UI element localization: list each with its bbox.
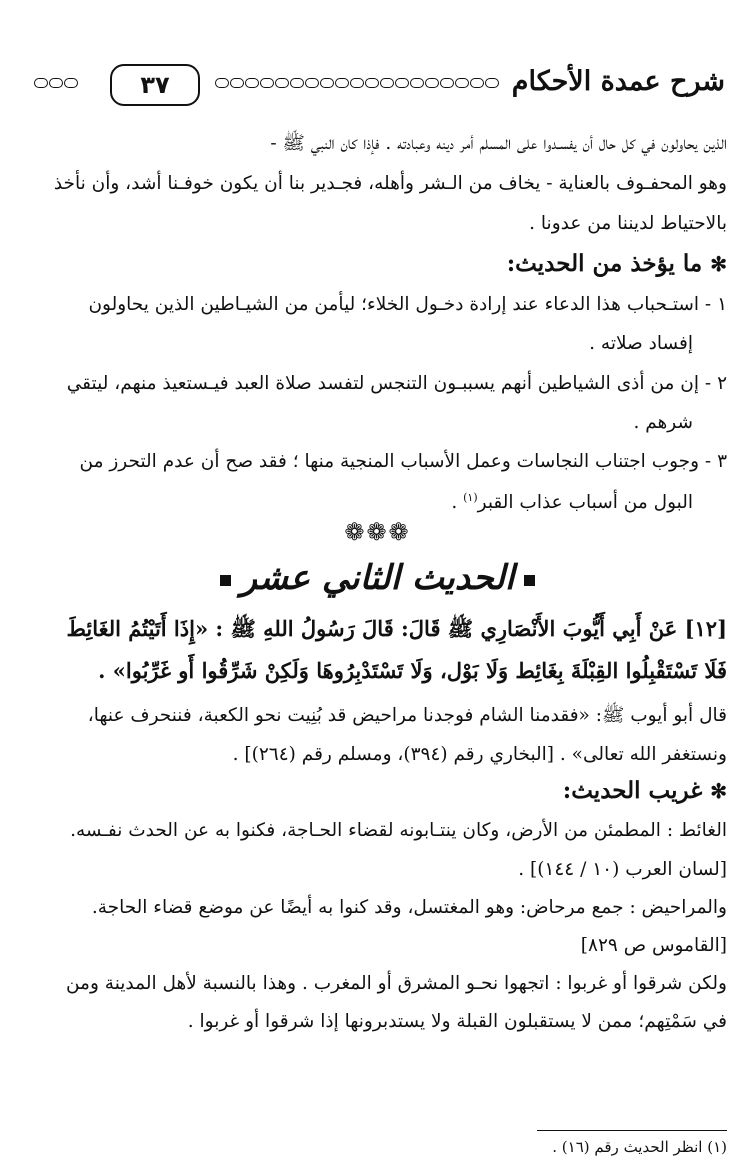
page-header (30, 64, 725, 108)
narration-line: قال أبو أيوب ﷺ: «فقدمنا الشام فوجدنا مراحيض قد بُنِيت نحو الكعبة، فننحرف عنها، (87, 705, 727, 726)
list-item: البول من أسباب عذاب القبر$^{(١)}$ . (451, 491, 693, 514)
hadith-text: فَلَا تَسْتَقْبِلُوا القِبْلَةَ بِغَائِط وَلَا بَوْل، وَلَا تَسْتَدْبِرُوهَا وَلَكِنْ شَرِّقُوا أَو غَرِّبُوا» . (98, 658, 727, 683)
asterisk-icon: ✻ (710, 779, 727, 803)
footnote-marker: (١) (463, 491, 478, 504)
list-item: شرهم . (633, 412, 693, 433)
list-item: ٣ - وجوب اجتناب النجاسات وعمل الأسباب المنجية منها ؛ فقد صح أن عدم التحرز من (79, 451, 727, 472)
narration-line: ونستغفر الله تعالى» . [البخاري رقم (٣٩٤)، ومسلم رقم (٢٦٤)] . (232, 744, 727, 765)
list-item: ٢ - إن من أذى الشياطين أنهم يسببـون التنجس لتفسد صلاة العبد فيـستعيذ منهم، ليتقي (66, 373, 727, 394)
page-number: ٣٧ (110, 64, 200, 106)
section-heading: ✻غريب الحديث: (562, 777, 727, 804)
hadith-text: [١٢] عَنْ أَبِي أَيُّوبَ الأَنْصَارِي ﷺ قَالَ: قَالَ رَسُولُ اللهِ ﷺ : «إِذَا أَتَيْتُمُ الغَائِطَ (66, 616, 727, 641)
text-line: وهو المحفـوف بالعناية - يخاف من الـشر وأهله، فجـدير بنا أن يكون خوفـنا أشد، وأن نأخذ (53, 173, 727, 194)
flower-ornament: ❁❁❁ (344, 518, 411, 546)
definition-line: الغائط : المطمئن من الأرض، وكان ينتـابونه لقضاء الحـاجة، فكنوا به عن الحدث نفـسه. (70, 820, 727, 841)
citation-line: [لسان العرب (١٠ / ١٤٤)] . (518, 859, 727, 880)
footnote: (١) انظر الحديث رقم (١٦) . (552, 1138, 727, 1156)
section-heading: ✻ما يؤخذ من الحديث: (506, 250, 727, 277)
asterisk-icon: ✻ (710, 252, 727, 276)
footnote-divider (537, 1130, 727, 1131)
definition-line: والمراحيض : جمع مرحاض: وهو المغتسل، وقد كنوا به أيضًا عن موضع قضاء الحاجة. (91, 897, 727, 918)
book-title: شرح عمدة الأحكام (511, 66, 725, 97)
definition-line: في سَمْتِهم؛ ممن لا يستقبلون القبلة ولا يستدبرونها إذا شرقوا أو غربوا . (187, 1011, 727, 1032)
header-ornament-left (34, 78, 78, 90)
citation-line: [القاموس ص ٨٢٩] (580, 935, 727, 956)
list-item: إفساد صلاته . (589, 333, 693, 354)
header-ornament-right (215, 78, 499, 90)
text-line: بالاحتياط لديننا من عدونا . (529, 213, 727, 234)
hadith-title: الحديث الثاني عشر (0, 558, 755, 598)
text-line: الذين يحاولون في كل حال أن يفسـدوا على المسلم أمر دينه وعبادته . فإذا كان النبي ﷺ - (270, 133, 727, 154)
list-item: ١ - استـحباب هذا الدعاء عند إرادة دخـول الخلاء؛ ليأمن من الشيـاطين الذين يحاولون (88, 294, 727, 315)
definition-line: ولكن شرقوا أو غربوا : اتجهوا نحـو المشرق أو المغرب . وهذا بالنسبة لأهل المدينة ومن (65, 973, 727, 994)
